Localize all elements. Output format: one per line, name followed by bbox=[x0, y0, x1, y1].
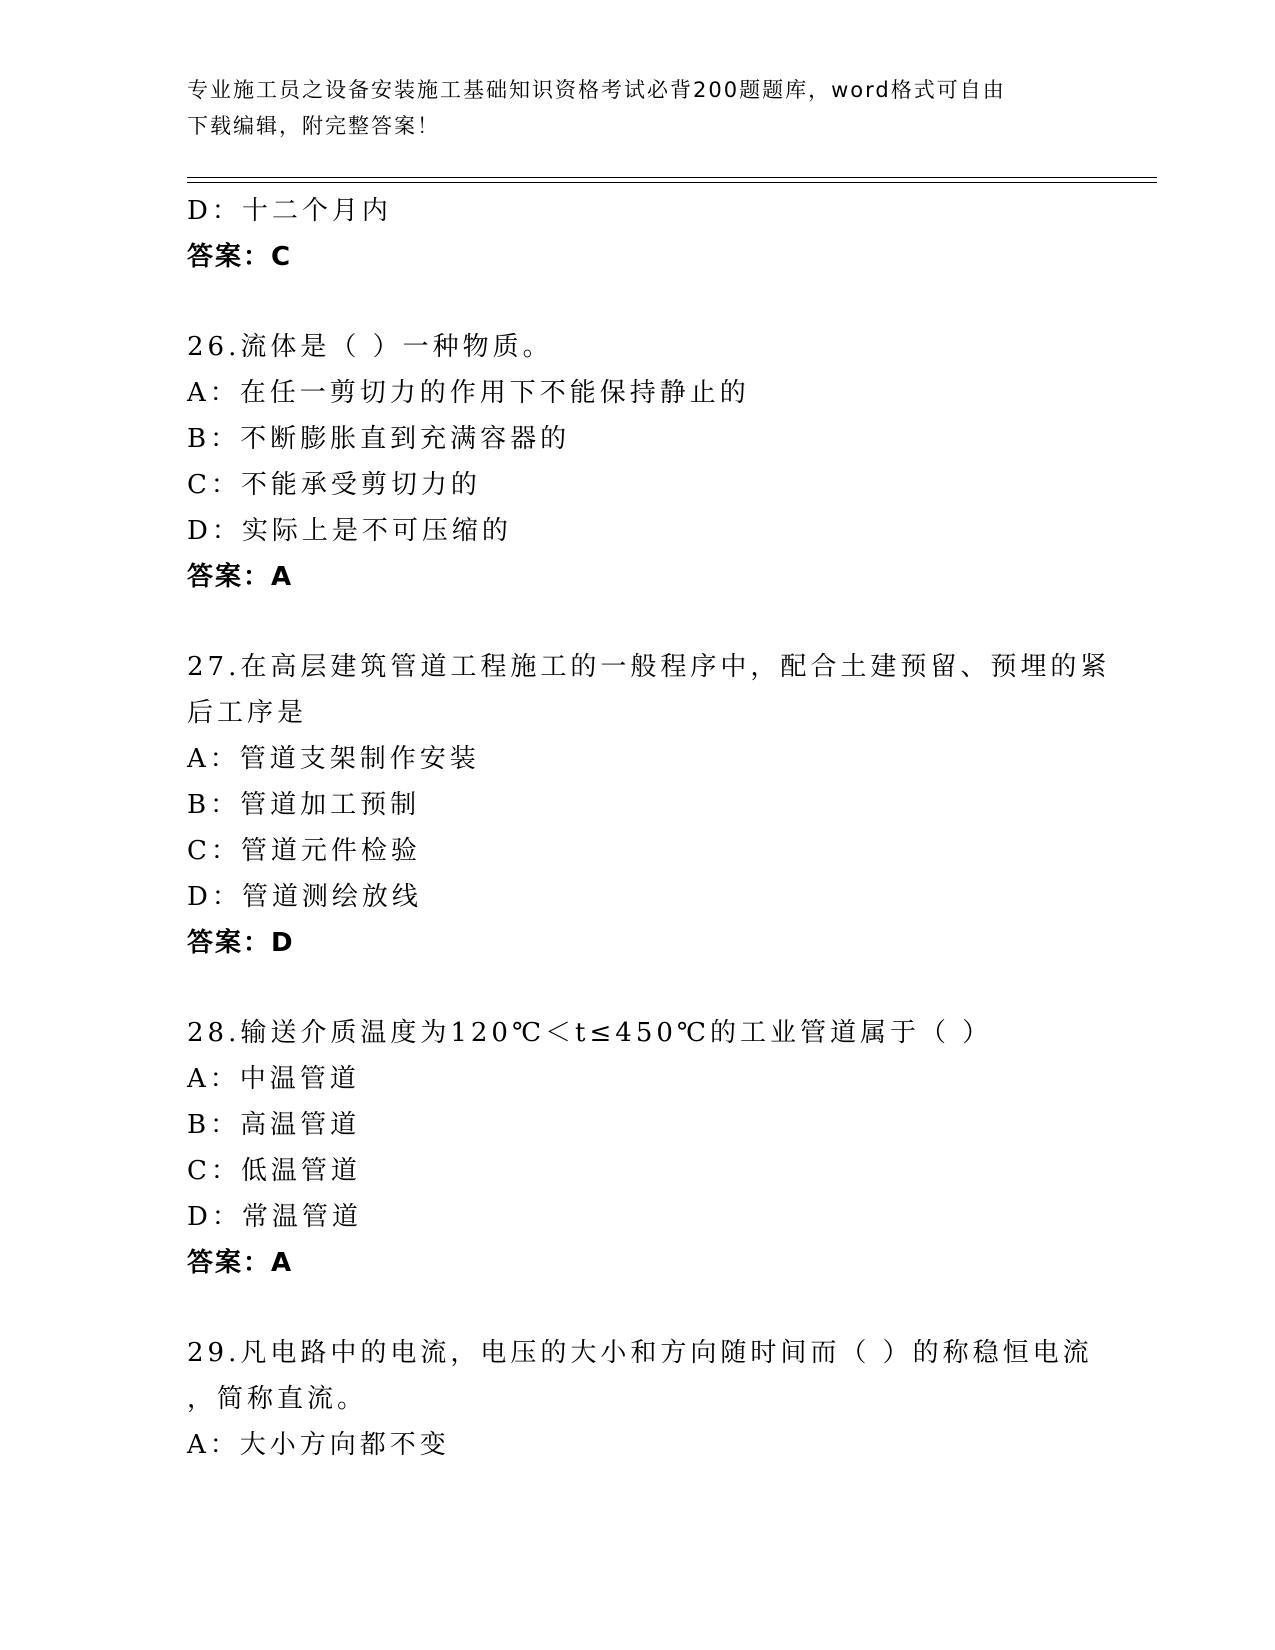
option-c: C：不能承受剪切力的 bbox=[187, 470, 481, 500]
answer: 答案：C bbox=[187, 242, 293, 272]
option-b: B：不断膨胀直到充满容器的 bbox=[187, 424, 571, 454]
header-line-1: 专业施工员之设备安装施工基础知识资格考试必背200题题库，word格式可自由 bbox=[187, 78, 1006, 102]
header-line-2: 下载编辑，附完整答案！ bbox=[187, 114, 440, 138]
option-d: D：实际上是不可压缩的 bbox=[187, 516, 512, 546]
question-27 bbox=[187, 644, 1111, 966]
question-list bbox=[187, 188, 1111, 1468]
answer: 答案：D bbox=[187, 928, 295, 958]
option-b: B：管道加工预制 bbox=[187, 790, 421, 820]
option-d: D：十二个月内 bbox=[187, 196, 392, 226]
question-text-cont: 后工序是 bbox=[187, 698, 308, 728]
question-28 bbox=[187, 1010, 1087, 1286]
option-a: A：大小方向都不变 bbox=[187, 1430, 450, 1460]
question-text-cont: ，简称直流。 bbox=[187, 1384, 368, 1414]
header-rule-bottom bbox=[187, 182, 1157, 183]
document-header bbox=[187, 72, 1087, 144]
option-a: A：中温管道 bbox=[187, 1064, 360, 1094]
header-rule-top bbox=[187, 177, 1157, 178]
question-text: 27.在高层建筑管道工程施工的一般程序中，配合土建预留、预埋的紧 bbox=[187, 652, 1111, 682]
answer: 答案：A bbox=[187, 1248, 294, 1278]
option-c: C：管道元件检验 bbox=[187, 836, 421, 866]
option-a: A：在任一剪切力的作用下不能保持静止的 bbox=[187, 378, 750, 408]
option-c: C：低温管道 bbox=[187, 1156, 361, 1186]
option-d: D：常温管道 bbox=[187, 1202, 362, 1232]
answer: 答案：A bbox=[187, 562, 294, 592]
question-29 bbox=[187, 1330, 1093, 1468]
question-text: 28.输送介质温度为120℃＜t≤450℃的工业管道属于（ ） bbox=[187, 1018, 993, 1048]
option-a: A：管道支架制作安装 bbox=[187, 744, 480, 774]
option-d: D：管道测绘放线 bbox=[187, 882, 422, 912]
question-26 bbox=[187, 324, 1087, 600]
question-text: 26.流体是（ ）一种物质。 bbox=[187, 332, 553, 362]
option-b: B：高温管道 bbox=[187, 1110, 361, 1140]
question-text: 29.凡电路中的电流，电压的大小和方向随时间而（ ）的称稳恒电流 bbox=[187, 1338, 1093, 1368]
